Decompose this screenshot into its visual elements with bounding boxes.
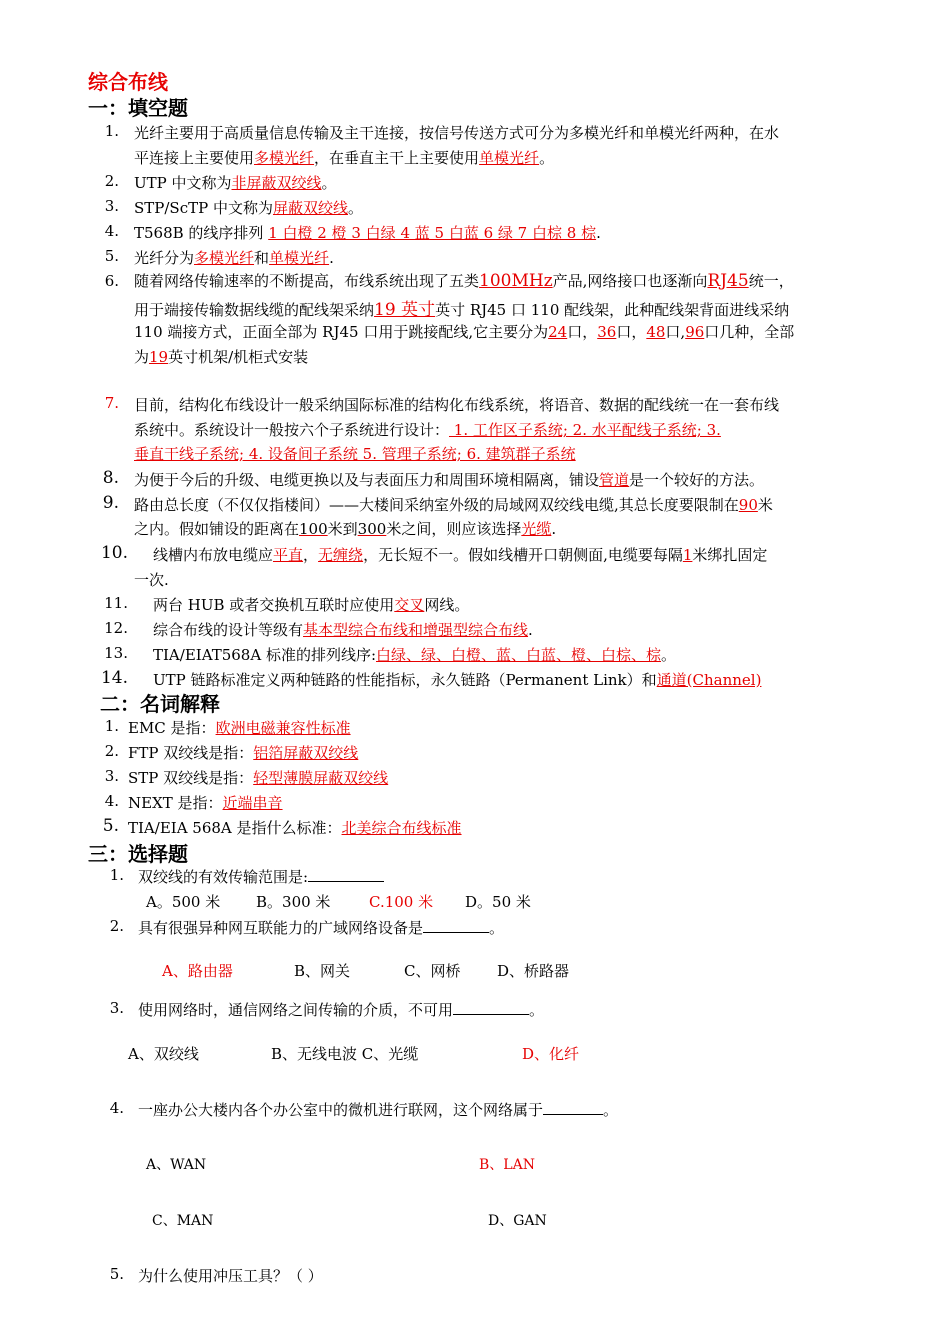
- option: B、无线电波 C、光缆: [271, 1045, 419, 1063]
- answer: 36: [597, 323, 617, 341]
- option-correct: C.100 米: [369, 893, 434, 911]
- option-correct: D、化纤: [522, 1045, 580, 1063]
- answer: 96: [685, 323, 705, 341]
- section-heading-choice: 三：选择题: [88, 842, 188, 866]
- answer: 多模光纤: [254, 149, 315, 167]
- section-heading-fill: 一：填空题: [88, 96, 188, 120]
- answer: 平直: [273, 546, 304, 564]
- answer: 基本型综合布线和增强型综合布线: [303, 621, 529, 639]
- answer: 欧洲电磁兼容性标准: [215, 719, 351, 737]
- option: C、网桥: [404, 962, 461, 980]
- answer: 白绿、绿、白橙、蓝、白蓝、橙、白棕、棕: [376, 646, 662, 664]
- answer: RJ45: [707, 271, 749, 291]
- option: A。500 米: [146, 893, 221, 911]
- option: D。50 米: [465, 893, 531, 911]
- option: D、GAN: [488, 1213, 547, 1229]
- answer: 通道(Channel): [656, 671, 762, 689]
- option: C、MAN: [152, 1213, 214, 1229]
- option: D、桥路器: [497, 962, 570, 980]
- option: B、网关: [294, 962, 351, 980]
- option-correct: A、路由器: [162, 962, 233, 980]
- answer: 19: [149, 348, 169, 366]
- answer: 无缠绕: [318, 546, 364, 564]
- answer: 单模光纤: [479, 149, 540, 167]
- answer: 管道: [599, 471, 630, 489]
- answer: 1: [682, 546, 693, 564]
- question-text: 光纤主要用于高质量信息传输及主干连接，按信号传送方式可分为多模光纤和单模光纤两种，在水: [134, 124, 780, 142]
- answer: 100MHz: [479, 271, 553, 291]
- answer: 90: [738, 496, 758, 514]
- option: B。300 米: [256, 893, 331, 911]
- option-correct: B、LAN: [479, 1157, 535, 1173]
- option: A、双绞线: [128, 1045, 199, 1063]
- answer: 交叉: [394, 596, 425, 614]
- answer: 北美综合布线标准: [341, 819, 462, 837]
- answer: 光缆: [521, 520, 552, 538]
- answer: 屏蔽双绞线: [272, 199, 348, 217]
- answer: 近端串音: [222, 794, 283, 812]
- option: A、WAN: [146, 1157, 207, 1173]
- answer: 铝箔屏蔽双绞线: [253, 744, 359, 762]
- section-heading-terms: 二：名词解释: [100, 692, 220, 716]
- page-title: 综合布线: [88, 70, 168, 94]
- answer: 24: [548, 323, 568, 341]
- answer: 单模光纤: [269, 249, 330, 267]
- answer: 100: [299, 520, 328, 538]
- answer: 1 白橙 2 橙 3 白绿 4 蓝 5 白蓝 6 绿 7 白棕 8 棕: [268, 224, 597, 242]
- answer: 多模光纤: [194, 249, 255, 267]
- answer: 1. 工作区子系统; 2. 水平配线子系统; 3.: [449, 421, 721, 439]
- answer: 轻型薄膜屏蔽双绞线: [253, 769, 389, 787]
- answer: 48: [646, 323, 666, 341]
- answer: 19 英寸: [374, 300, 436, 320]
- document-page: 综合布线 一：填空题 1. 光纤主要用于高质量信息传输及主干连接，按信号传送方式可分为多模光纤和单模光纤两种，在水 平连接上主要使用多模光纤，在垂直主干上主要使用单模光纤。 2. UTP 中文称为非屏蔽双绞线。 3. STP/ScTP 中文称为屏蔽双绞线。 4. T568B 的线序排列 1 白橙 2 橙 3 白绿 4 蓝 5 白蓝 6 绿 7 白棕 8 棕. 5. 光纤分为多模光纤和单模光纤. 6. 随着网络传输速率的不断提高，布线系统出现了五类100MHz产品,网络接口也逐渐向RJ45统一， 用于端接传输数据线缆的配线架采纳19 英寸英寸 RJ45 口 110 配线架，此种配线架背面进线采纳 110 端接方式，正面全部为 RJ45 口用于跳接配线,它主要分为24口，36口，48口,96口几种，全部 为19英寸机架/机柜式安装 7. 目前，结构化布线设计一般采纳国际标准的结构化布线系统，将语音、数据的配线统一在一套布线 系统中。系统设计一般按六个子系统进行设计： 1. 工作区子系统; 2. 水平配线子系统; 3. 垂直干线子系统; 4. 设备间子系统 5. 管理子系统; 6. 建筑群子系统 8. 为便于今后的升级、电缆更换以及与表面压力和周围环境相隔离，铺设管道是一个较好的方法。 9. 路由总长度（不仅仅指楼间）——大楼间采纳室外级的局域网双绞线电缆,其总长度要限制在90米 之内。假如铺设的距离在100米到300米之间，则应该选择光缆. 10. 线槽内布放电缆应平直，无缠绕，无长短不一。假如线槽开口朝侧面,电缆要每隔1米绑扎固定 一次. 11. 两台 HUB 或者交换机互联时应使用交叉网线。 12. 综合布线的设计等级有基本型综合布线和增强型综合布线. 13. TIA/EIAT568A 标准的排列线序:白绿、绿、白橙、蓝、白蓝、橙、白棕、棕。 14. UTP 链路标准定义两种链路的性能指标，永久链路（Permanent Link）和通道(Channel) 二：名词解释 1. EMC 是指：欧洲电磁兼容性标准 2. FTP 双绞线是指：铝箔屏蔽双绞线 3. STP 双绞线是指：轻型薄膜屏蔽双绞线 4. NEXT 是指：近端串音 5. TIA/EIA 568A 是指什么标准：北美综合布线标准 三：选择题 1. 双绞线的有效传输范围是: A。500 米 B。300 米 C.100 米 D。50 米 2. 具有很强异种网互联能力的广域网络设备是 。 A、路由器 B、网关 C、网桥 D、桥路器 3. 使用网络时，通信网络之间传输的介质，不可用 。 A、双绞线 B、无线电波 C、光缆 D、化纤 4. 一座办公大楼内各个办公室中的微机进行联网，这个网络属于 。 A、WAN B、LAN C、MAN D、GAN 5. 为什么使用冲压工具？（ ）: [0, 0, 950, 1344]
- answer: 300: [357, 520, 387, 538]
- answer: 垂直干线子系统; 4. 设备间子系统 5. 管理子系统; 6. 建筑群子系统: [134, 445, 576, 463]
- answer: 非屏蔽双绞线: [231, 174, 322, 192]
